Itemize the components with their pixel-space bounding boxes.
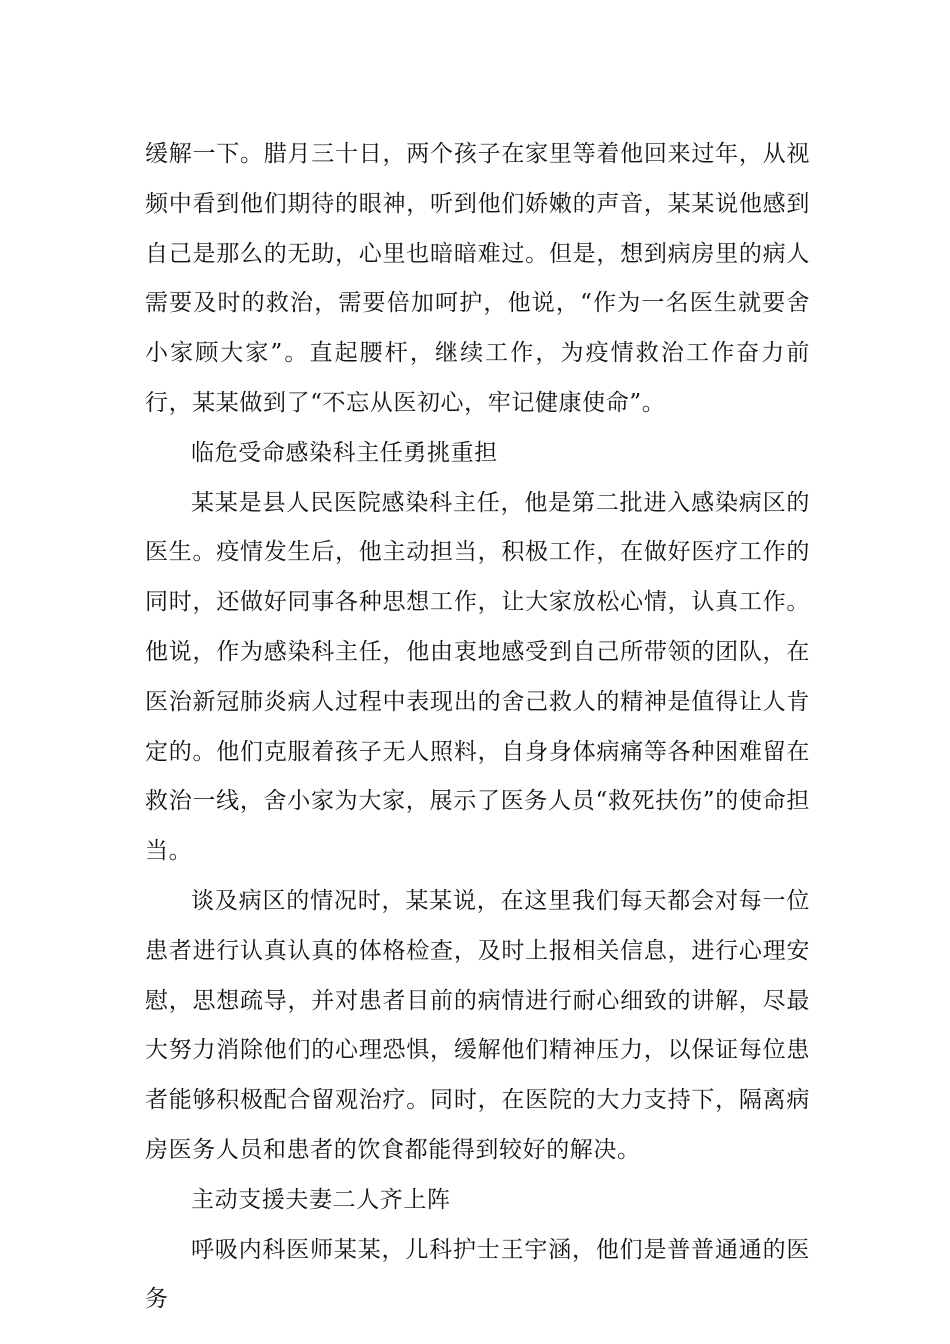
section-heading-couple-support: 主动支援夫妻二人齐上阵: [191, 1186, 451, 1213]
document-page: [145, 130, 810, 1325]
paragraph-couple-support: 呼吸内科医师某某，儿科护士王宇涵，他们是普普通通的医务: [145, 1236, 810, 1313]
paragraph-infection-director: 某某是县人民医院感染科主任，他是第二批进入感染病区的医生。疫情发生后，他主动担当，积极工作，在做好医疗工作的同时，还做好同事各种思想工作，让大家放松心情，认真工作。他说，作为感染科主任，他由衷地感受到自己所带领的团队，在医治新冠肺炎病人过程中表现出的舍己救人的精神是值得让人肯定的。他们克服着孩子无人照料，自身身体病痛等各种困难留在救治一线，舍小家为大家，展示了医务人员“救死扶伤”的使命担当。: [145, 489, 810, 865]
section-heading-infection-director: 临危受命感染科主任勇挑重担: [191, 439, 498, 466]
paragraph-ward-situation: 谈及病区的情况时，某某说，在这里我们每天都会对每一位患者进行认真认真的体格检查，及时上报相关信息，进行心理安慰，思想疏导，并对患者目前的病情进行耐心细致的讲解，尽最大努力消除他们的心理恐惧，缓解他们精神压力，以保证每位患者能够积极配合留观治疗。同时，在医院的大力支持下，隔离病房医务人员和患者的饮食都能得到较好的解决。: [145, 887, 810, 1163]
paragraph-continued: 缓解一下。腊月三十日，两个孩子在家里等着他回来过年，从视频中看到他们期待的眼神，听到他们娇嫩的声音，某某说他感到自己是那么的无助，心里也暗暗难过。但是，想到病房里的病人需要及时的救治，需要倍加呵护，他说，“作为一名医生就要舍小家顾大家”。直起腰杆，继续工作，为疫情救治工作奋力前行，某某做到了“不忘从医初心，牢记健康使命”。: [145, 141, 810, 416]
